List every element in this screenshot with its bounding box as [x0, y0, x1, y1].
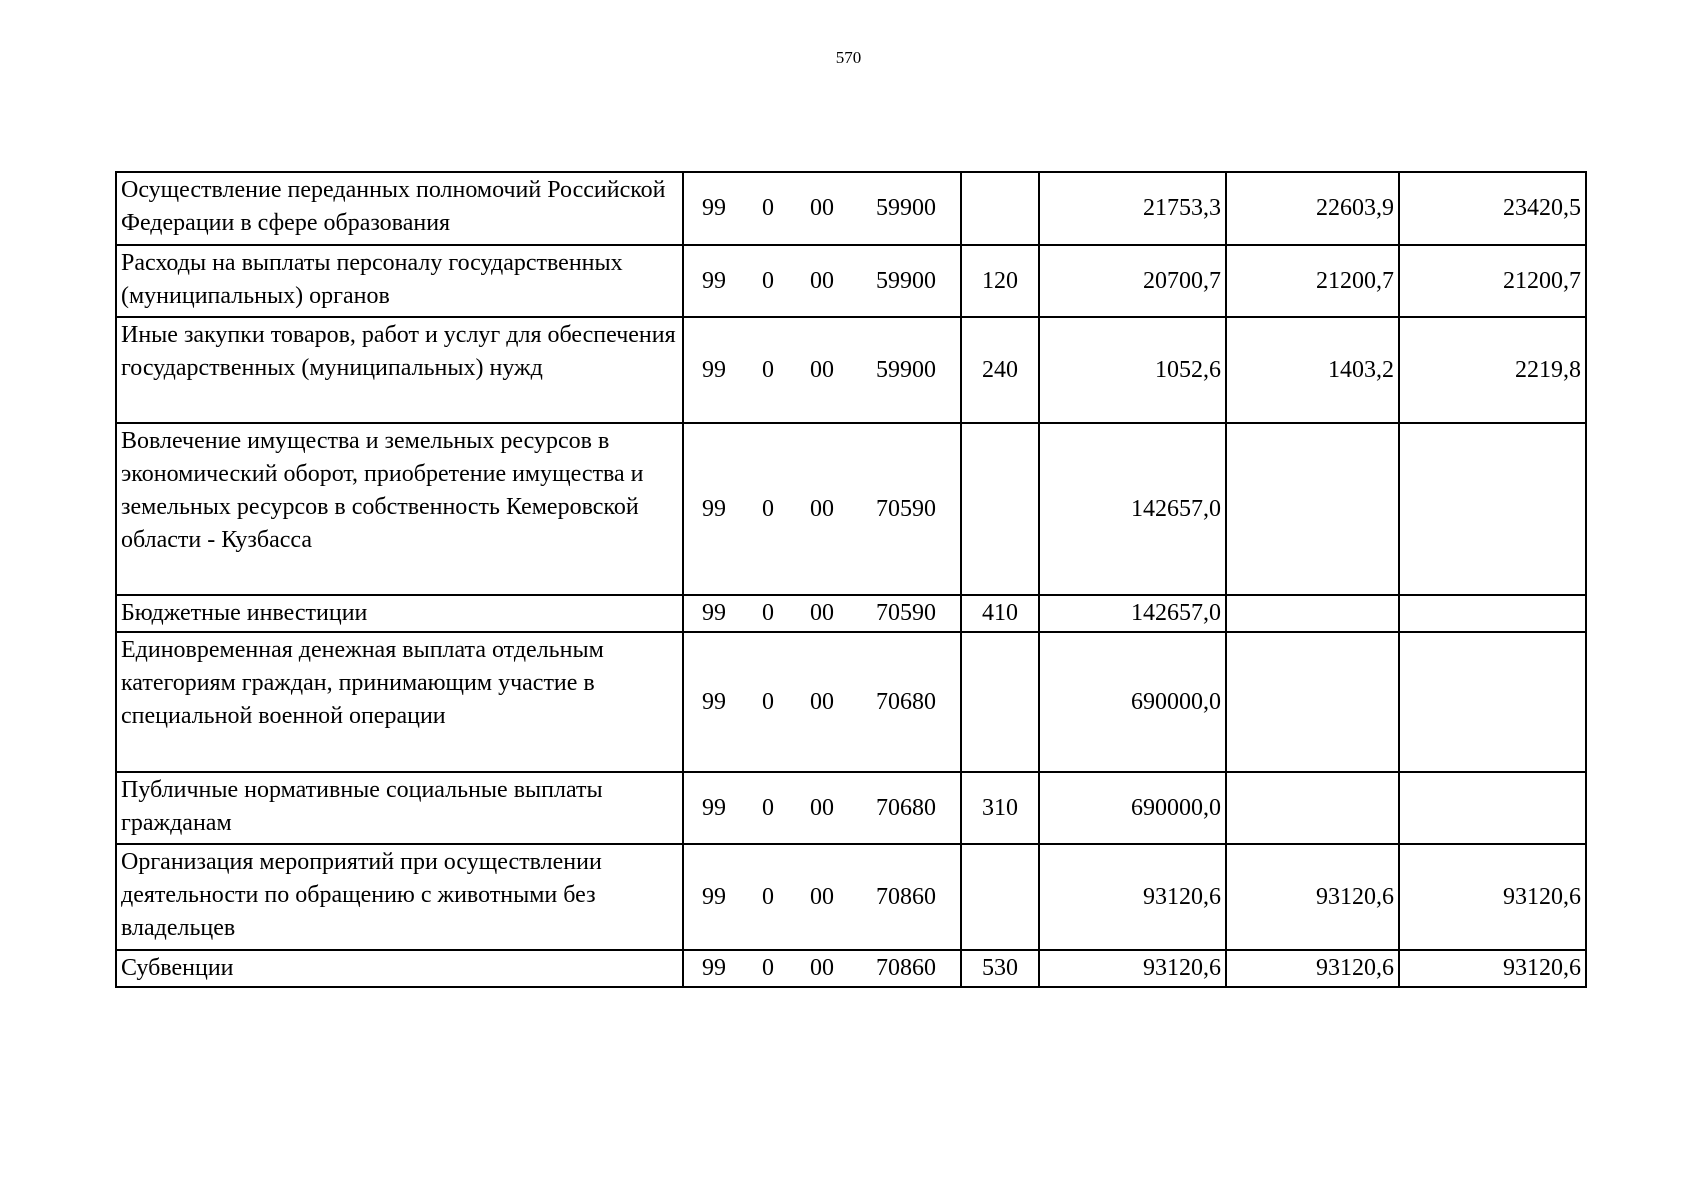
amount-year-1: 690000,0 [1039, 772, 1226, 844]
amount-year-3: 23420,5 [1399, 172, 1586, 245]
amount-year-2 [1226, 632, 1399, 772]
amount-year-2: 22603,9 [1226, 172, 1399, 245]
code-subprogram: 0 [762, 267, 774, 294]
expense-type: 120 [961, 245, 1039, 317]
amount-year-2: 1403,2 [1226, 317, 1399, 423]
code-direction: 59900 [876, 356, 936, 383]
table-row [116, 172, 1586, 245]
expense-type [961, 172, 1039, 245]
code-program: 99 [702, 356, 726, 383]
table-row [116, 844, 1586, 950]
expense-type: 530 [961, 950, 1039, 987]
code-main-event: 00 [810, 794, 834, 821]
table-row [116, 423, 1586, 595]
row-name: Расходы на выплаты персоналу государственных (муниципальных) органов [116, 245, 683, 317]
budget-table [115, 171, 1587, 988]
amount-year-1: 142657,0 [1039, 423, 1226, 595]
amount-year-3 [1399, 772, 1586, 844]
code-program: 99 [702, 883, 726, 910]
code-subprogram: 0 [762, 688, 774, 715]
code-main-event: 00 [810, 495, 834, 522]
code-cells [683, 172, 961, 245]
code-subprogram: 0 [762, 883, 774, 910]
amount-year-2 [1226, 772, 1399, 844]
amount-year-1: 1052,6 [1039, 317, 1226, 423]
table-row [116, 950, 1586, 987]
amount-year-3: 93120,6 [1399, 950, 1586, 987]
amount-year-1: 93120,6 [1039, 844, 1226, 950]
code-cells [683, 423, 961, 595]
table-row [116, 632, 1586, 772]
amount-year-3: 2219,8 [1399, 317, 1586, 423]
code-direction: 70590 [876, 600, 936, 626]
table-row [116, 772, 1586, 844]
amount-year-3 [1399, 632, 1586, 772]
code-program: 99 [702, 267, 726, 294]
code-direction: 70680 [876, 688, 936, 715]
code-direction: 59900 [876, 195, 936, 221]
amount-year-2: 21200,7 [1226, 245, 1399, 317]
code-program: 99 [702, 600, 726, 626]
expense-type: 240 [961, 317, 1039, 423]
code-subprogram: 0 [762, 600, 774, 626]
code-main-event: 00 [810, 600, 834, 626]
code-subprogram: 0 [762, 495, 774, 522]
code-main-event: 00 [810, 356, 834, 383]
code-cells [683, 595, 961, 632]
amount-year-1: 20700,7 [1039, 245, 1226, 317]
code-cells [683, 245, 961, 317]
code-direction: 70860 [876, 955, 936, 981]
code-program: 99 [702, 495, 726, 522]
code-cells [683, 772, 961, 844]
code-cells [683, 950, 961, 987]
code-direction: 70590 [876, 495, 936, 522]
code-direction: 70680 [876, 794, 936, 821]
code-subprogram: 0 [762, 794, 774, 821]
code-program: 99 [702, 955, 726, 981]
code-subprogram: 0 [762, 955, 774, 981]
amount-year-3 [1399, 423, 1586, 595]
row-name: Вовлечение имущества и земельных ресурсов в экономический оборот, приобретение имущества и земельных ресурсов в собственность Кемеровской области - Кузбасса [116, 423, 683, 595]
amount-year-1: 142657,0 [1039, 595, 1226, 632]
table-row [116, 317, 1586, 423]
expense-type [961, 632, 1039, 772]
expense-type: 310 [961, 772, 1039, 844]
amount-year-1: 690000,0 [1039, 632, 1226, 772]
amount-year-2: 93120,6 [1226, 950, 1399, 987]
amount-year-3: 93120,6 [1399, 844, 1586, 950]
code-direction: 70860 [876, 883, 936, 910]
code-subprogram: 0 [762, 356, 774, 383]
code-main-event: 00 [810, 883, 834, 910]
amount-year-1: 93120,6 [1039, 950, 1226, 987]
code-cells [683, 317, 961, 423]
code-main-event: 00 [810, 955, 834, 981]
row-name: Единовременная денежная выплата отдельным категориям граждан, принимающим участие в специальной военной операции [116, 632, 683, 772]
row-name: Осуществление переданных полномочий Российской Федерации в сфере образования [116, 172, 683, 245]
amount-year-2 [1226, 595, 1399, 632]
code-program: 99 [702, 794, 726, 821]
code-cells [683, 632, 961, 772]
code-program: 99 [702, 688, 726, 715]
amount-year-2 [1226, 423, 1399, 595]
code-direction: 59900 [876, 267, 936, 294]
row-name: Субвенции [116, 950, 683, 987]
amount-year-1: 21753,3 [1039, 172, 1226, 245]
expense-type [961, 844, 1039, 950]
row-name: Бюджетные инвестиции [116, 595, 683, 632]
row-name: Организация мероприятий при осуществлении деятельности по обращению с животными без владельцев [116, 844, 683, 950]
expense-type: 410 [961, 595, 1039, 632]
row-name: Иные закупки товаров, работ и услуг для обеспечения государственных (муниципальных) нужд [116, 317, 683, 423]
row-name: Публичные нормативные социальные выплаты гражданам [116, 772, 683, 844]
table-row [116, 595, 1586, 632]
code-subprogram: 0 [762, 195, 774, 221]
expense-type [961, 423, 1039, 595]
table-row [116, 245, 1586, 317]
code-program: 99 [702, 195, 726, 221]
code-main-event: 00 [810, 267, 834, 294]
table-body [116, 172, 1586, 987]
amount-year-2: 93120,6 [1226, 844, 1399, 950]
code-main-event: 00 [810, 195, 834, 221]
page-number: 570 [835, 48, 862, 67]
amount-year-3: 21200,7 [1399, 245, 1586, 317]
code-cells [683, 844, 961, 950]
amount-year-3 [1399, 595, 1586, 632]
code-main-event: 00 [810, 688, 834, 715]
